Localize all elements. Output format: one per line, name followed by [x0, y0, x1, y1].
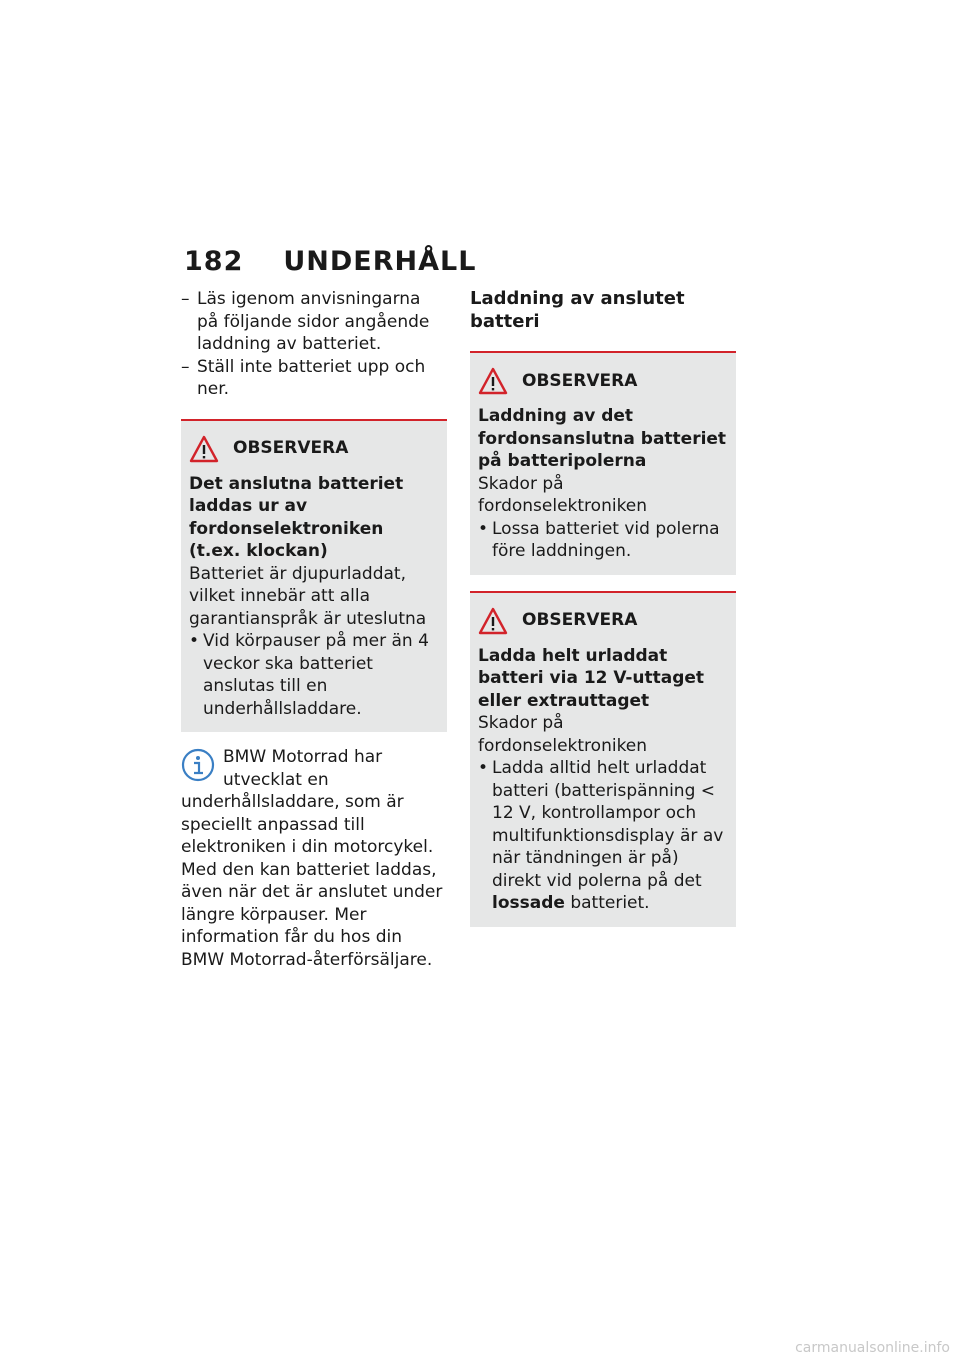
notice-header — [189, 435, 439, 463]
watermark: carmanualsonline.info — [795, 1340, 950, 1356]
notice-header — [478, 607, 728, 635]
dash-item: – Läs igenom anvisningarna på följande sidor angående laddning av batteriet. — [181, 288, 447, 356]
right-column — [470, 288, 736, 927]
notice-subtitle: Laddning av det fordonsanslutna batteriet på batteripolerna — [478, 406, 727, 471]
notice-title: OBSERVERA — [233, 438, 349, 459]
notice-bullet: • Vid körpauser på mer än 4 veckor ska batteriet anslutas till en underhållsladdare. — [189, 630, 439, 720]
left-column — [181, 288, 447, 971]
page-title: UNDERHÅLL — [283, 246, 477, 277]
info-block — [181, 746, 447, 971]
notice-title: OBSERVERA — [522, 610, 638, 631]
section-title: Laddning av anslutet batteri — [470, 288, 685, 332]
notice-subtitle: Ladda helt urladdat batteri via 12 V-uttaget eller extrauttaget — [478, 645, 705, 711]
warning-icon — [189, 435, 219, 463]
dash-item: – Ställ inte batteriet upp och ner. — [181, 356, 447, 401]
notice-bullet: • Lossa batteriet vid polerna före laddningen. — [478, 518, 728, 563]
page-number: 182 — [184, 246, 244, 277]
warning-icon — [478, 607, 508, 635]
notice-box — [470, 351, 736, 575]
page-header — [184, 246, 476, 277]
notice-text: Skador på fordonselektroniken — [478, 473, 648, 516]
info-icon — [181, 748, 215, 782]
notice-header — [478, 367, 728, 395]
bullet-text: Ladda alltid helt urladdat batteri (batterispänning < 12 V, kontrollampor och multifunktionsdisplay är av när tändningen är på) direkt vid polerna på det — [492, 758, 724, 891]
notice-box — [181, 419, 447, 733]
notice-bullet — [478, 757, 728, 915]
notice-text: Skador på fordonselektroniken — [478, 713, 648, 756]
notice-title: OBSERVERA — [522, 370, 638, 391]
notice-subtitle: Det anslutna batteriet laddas ur av fordonselektroniken (t.ex. klockan) — [189, 473, 404, 561]
notice-text: Batteriet är djupurladdat, vilket innebär att alla garantianspråk är uteslutna — [189, 563, 427, 629]
info-text: BMW Motorrad har utvecklat en underhållsladdare, som är speciellt anpassad till elektroniken i din motorcykel. Med den kan batteriet laddas, även när det är anslutet under längre körpauser. Mer information får du hos din BMW Motorrad-återförsäljare. — [181, 747, 443, 970]
bullet-bold-text: lossade — [492, 893, 565, 913]
warning-icon — [478, 367, 508, 395]
notice-box — [470, 591, 736, 927]
bullet-text-end: batteriet. — [564, 893, 650, 913]
